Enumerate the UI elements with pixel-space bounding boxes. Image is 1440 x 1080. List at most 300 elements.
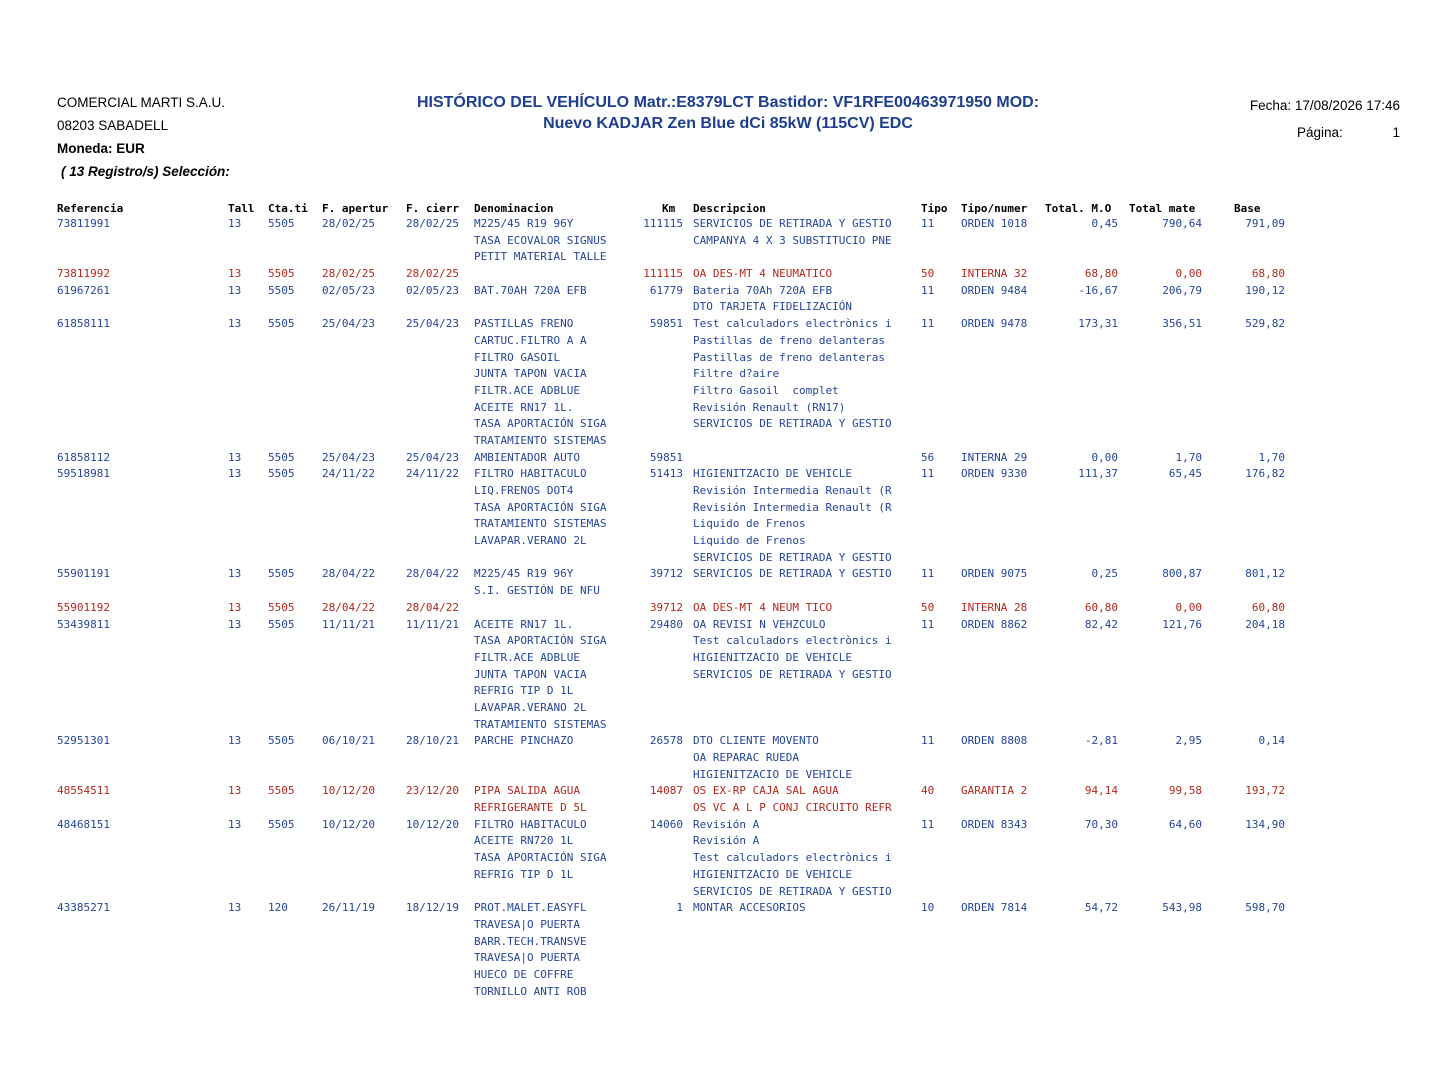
cell-cta: 5505 xyxy=(268,267,295,281)
cell-denominacion: S.I. GESTIÓN DE NFU xyxy=(474,584,600,598)
table-row-line xyxy=(0,366,1440,383)
cell-referencia: 61858111 xyxy=(57,317,110,331)
cell-descripcion: Revisión A xyxy=(693,834,760,848)
cell-total-mo: 0,00 xyxy=(1091,450,1118,464)
table-row-line xyxy=(0,683,1440,700)
cell-fecha-apertura: 10/12/20 xyxy=(322,817,375,831)
cell-tall: 13 xyxy=(228,617,242,631)
cell-denominacion: PETIT MATERIAL TALLE xyxy=(474,250,607,264)
cell-fecha-apertura: 25/04/23 xyxy=(322,317,375,331)
table-row-line xyxy=(0,650,1440,667)
cell-descripcion: SERVICIOS DE RETIRADA Y GESTIO xyxy=(693,667,892,681)
cell-tipo-numero: ORDEN 9330 xyxy=(961,467,1028,481)
cell-total-materiales: 800,87 xyxy=(1162,567,1202,581)
cell-fecha-cierre: 28/04/22 xyxy=(406,600,459,614)
cell-descripcion: CAMPANYA 4 X 3 SUBSTITUCIO PNE xyxy=(693,233,892,247)
cell-tipo-numero: ORDEN 8808 xyxy=(961,734,1028,748)
cell-base: 60,80 xyxy=(1251,600,1285,614)
cell-descripcion: OS VC A L P CONJ CIRCUITO REFR xyxy=(693,801,892,815)
cell-referencia: 48468151 xyxy=(57,817,110,831)
cell-total-mo: 94,14 xyxy=(1084,784,1118,798)
cell-referencia: 48554511 xyxy=(57,784,110,798)
cell-descripcion: Pastillas de freno delanteras xyxy=(693,333,886,347)
cell-total-mo: 70,30 xyxy=(1084,817,1118,831)
history-table xyxy=(0,202,1440,1000)
table-row-line xyxy=(0,249,1440,266)
table-row-line xyxy=(0,333,1440,350)
cell-tall: 13 xyxy=(228,734,242,748)
cell-tipo: 40 xyxy=(921,784,935,798)
cell-descripcion: HIGIENITZACIO DE VEHICLE xyxy=(693,650,852,664)
cell-descripcion: Revisión Renault (RN17) xyxy=(693,400,846,414)
cell-referencia: 52951301 xyxy=(57,734,110,748)
cell-tall: 13 xyxy=(228,901,242,915)
table-row xyxy=(0,283,1440,316)
cell-denominacion: FILTR.ACE ADBLUE xyxy=(474,383,580,397)
table-row xyxy=(0,216,1440,266)
cell-denominacion: REFRIGERANTE D 5L xyxy=(474,801,587,815)
cell-tipo: 11 xyxy=(921,734,935,748)
cell-denominacion: M225/45 R19 96Y xyxy=(474,567,574,581)
cell-km: 111115 xyxy=(643,217,683,230)
cell-cta: 5505 xyxy=(268,450,295,464)
table-row-line xyxy=(0,800,1440,817)
cell-km: 61779 xyxy=(649,283,683,297)
cell-tipo-numero: GARANTIA 2 xyxy=(961,784,1028,798)
cell-km: 39712 xyxy=(649,567,683,581)
cell-total-mo: 54,72 xyxy=(1084,901,1118,915)
cell-referencia: 61967261 xyxy=(57,283,110,297)
cell-denominacion: TRATAMIENTO SISTEMAS xyxy=(474,717,607,731)
table-row-line xyxy=(0,667,1440,684)
table-row-line xyxy=(0,466,1440,483)
cell-fecha-apertura: 28/02/25 xyxy=(322,217,375,230)
cell-cta: 5505 xyxy=(268,600,295,614)
cell-fecha-cierre: 28/04/22 xyxy=(406,567,459,581)
cell-tipo: 10 xyxy=(921,901,935,915)
cell-denominacion: TORNILLO ANTI ROB xyxy=(474,984,587,998)
cell-cta: 5505 xyxy=(268,617,295,631)
cell-tipo-numero: ORDEN 9478 xyxy=(961,317,1028,331)
cell-denominacion: M225/45 R19 96Y xyxy=(474,217,574,230)
report-date: Fecha: 17/08/2026 17:46 xyxy=(1249,98,1400,113)
cell-denominacion: CARTUC.FILTRO A A xyxy=(474,333,587,347)
cell-denominacion: FILTR.ACE ADBLUE xyxy=(474,650,580,664)
cell-total-materiales: 0,00 xyxy=(1175,600,1202,614)
date-block xyxy=(1180,92,1400,146)
cell-descripcion: OA REPARAC RUEDA xyxy=(693,751,799,764)
table-row-line xyxy=(0,216,1440,233)
table-row-line xyxy=(0,533,1440,550)
table-row-line xyxy=(0,350,1440,367)
cell-referencia: 53439811 xyxy=(57,617,110,631)
table-row-line xyxy=(0,483,1440,500)
table-row-line xyxy=(0,233,1440,250)
table-row-line xyxy=(0,833,1440,850)
cell-denominacion: TRAVESA|O PUERTA xyxy=(474,951,580,965)
cell-tipo: 56 xyxy=(921,450,935,464)
cell-total-materiales: 0,00 xyxy=(1175,267,1202,281)
cell-descripcion: DTO TARJETA FIDELIZACIÓN xyxy=(693,300,852,314)
cell-tipo: 11 xyxy=(921,317,935,331)
col-referencia: Referencia xyxy=(57,202,124,215)
cell-referencia: 59518981 xyxy=(57,467,110,481)
cell-tall: 13 xyxy=(228,217,242,230)
table-header xyxy=(0,202,1440,216)
company-block xyxy=(57,91,230,183)
col-tipo: Tipo xyxy=(921,202,948,215)
cell-fecha-cierre: 23/12/20 xyxy=(406,784,459,798)
cell-km: 51413 xyxy=(649,467,683,481)
cell-descripcion: Test calculadors electrònics i xyxy=(693,851,892,865)
selection-label: ( 13 Registro/s) Selección: xyxy=(61,164,230,179)
table-row-line xyxy=(0,850,1440,867)
cell-base: 204,18 xyxy=(1245,617,1285,631)
table-row-line xyxy=(0,633,1440,650)
table-row xyxy=(0,316,1440,450)
cell-denominacion: REFRIG TIP D 1L xyxy=(474,867,574,881)
currency-label: Moneda: EUR xyxy=(57,141,145,156)
cell-fecha-apertura: 10/12/20 xyxy=(322,784,375,798)
table-row xyxy=(0,900,1440,1000)
cell-base: 176,82 xyxy=(1245,467,1285,481)
cell-descripcion: Liquido de Frenos xyxy=(693,517,806,531)
col-fecha-cierre: F. cierr xyxy=(406,202,459,215)
cell-total-mo: 0,45 xyxy=(1091,217,1118,230)
col-fecha-apertura: F. apertur xyxy=(322,202,389,215)
cell-km: 14060 xyxy=(649,817,683,831)
col-total-materiales: Total mate xyxy=(1129,202,1196,215)
table-row-line xyxy=(0,934,1440,951)
cell-total-materiales: 206,79 xyxy=(1162,283,1202,297)
cell-descripcion: Test calculadors electrònics i xyxy=(693,634,892,648)
cell-denominacion: FILTRO HABITACULO xyxy=(474,817,587,831)
cell-descripcion: Bateria 70Ah 720A EFB xyxy=(693,283,833,297)
cell-total-mo: 0,25 xyxy=(1091,567,1118,581)
cell-base: 801,12 xyxy=(1245,567,1285,581)
cell-tipo: 11 xyxy=(921,217,935,230)
cell-total-materiales: 2,95 xyxy=(1175,734,1202,748)
cell-total-mo: -2,81 xyxy=(1084,734,1118,748)
cell-tipo-numero: INTERNA 32 xyxy=(961,267,1028,281)
cell-denominacion: PARCHE PINCHAZO xyxy=(474,734,574,748)
table-row-line xyxy=(0,433,1440,450)
cell-tipo: 50 xyxy=(921,600,935,614)
cell-fecha-cierre: 10/12/20 xyxy=(406,817,459,831)
table-row-line xyxy=(0,900,1440,917)
cell-fecha-cierre: 28/02/25 xyxy=(406,217,459,230)
cell-descripcion: HIGIENITZACIO DE VEHICLE xyxy=(693,467,852,481)
table-row-line xyxy=(0,566,1440,583)
cell-total-materiales: 543,98 xyxy=(1162,901,1202,915)
cell-total-materiales: 356,51 xyxy=(1162,317,1202,331)
cell-cta: 5505 xyxy=(268,283,295,297)
cell-fecha-apertura: 26/11/19 xyxy=(322,901,375,915)
cell-cta: 5505 xyxy=(268,567,295,581)
cell-referencia: 43385271 xyxy=(57,901,110,915)
cell-base: 190,12 xyxy=(1245,283,1285,297)
cell-fecha-apertura: 28/04/22 xyxy=(322,600,375,614)
table-row-line xyxy=(0,750,1440,767)
cell-denominacion: ACEITE RN720 1L xyxy=(474,834,574,848)
cell-fecha-apertura: 25/04/23 xyxy=(322,450,375,464)
cell-denominacion: TRAVESA|O PUERTA xyxy=(474,917,580,931)
cell-denominacion: AMBIENTADOR AUTO xyxy=(474,450,580,464)
cell-denominacion: PROT.MALET.EASYFL xyxy=(474,901,587,915)
table-row-line xyxy=(0,299,1440,316)
col-total-mo: Total. M.O xyxy=(1045,202,1112,215)
cell-denominacion: TRATAMIENTO SISTEMAS xyxy=(474,433,607,447)
cell-km: 59851 xyxy=(649,450,683,464)
report-title xyxy=(378,92,1078,134)
cell-tipo: 50 xyxy=(921,267,935,281)
table-row-line xyxy=(0,583,1440,600)
cell-tall: 13 xyxy=(228,784,242,798)
cell-tipo: 11 xyxy=(921,467,935,481)
cell-tipo: 11 xyxy=(921,283,935,297)
cell-total-materiales: 65,45 xyxy=(1168,467,1202,481)
cell-tall: 13 xyxy=(228,267,242,281)
cell-fecha-apertura: 24/11/22 xyxy=(322,467,375,481)
cell-denominacion: PASTILLAS FRENO xyxy=(474,317,574,331)
table-row-line xyxy=(0,767,1440,784)
cell-base: 134,90 xyxy=(1245,817,1285,831)
cell-descripcion: SERVICIOS DE RETIRADA Y GESTIO xyxy=(693,567,892,581)
cell-descripcion: Revisión A xyxy=(693,817,760,831)
cell-fecha-apertura: 02/05/23 xyxy=(322,283,375,297)
cell-descripcion: SERVICIOS DE RETIRADA Y GESTIO xyxy=(693,884,892,898)
col-denominacion: Denominacion xyxy=(474,202,554,215)
cell-cta: 5505 xyxy=(268,217,295,230)
cell-cta: 5505 xyxy=(268,467,295,481)
cell-tall: 13 xyxy=(228,600,242,614)
cell-denominacion: TRATAMIENTO SISTEMAS xyxy=(474,517,607,531)
table-row-line xyxy=(0,550,1440,567)
cell-fecha-cierre: 11/11/21 xyxy=(406,617,459,631)
cell-descripcion: SERVICIOS DE RETIRADA Y GESTIO xyxy=(693,550,892,564)
cell-denominacion: TASA ECOVALOR SIGNUS xyxy=(474,233,607,247)
cell-base: 529,82 xyxy=(1245,317,1285,331)
table-row-line xyxy=(0,783,1440,800)
cell-total-materiales: 1,70 xyxy=(1175,450,1202,464)
table-row-line xyxy=(0,283,1440,300)
cell-referencia: 73811991 xyxy=(57,217,110,230)
cell-tipo: 11 xyxy=(921,817,935,831)
table-row-line xyxy=(0,450,1440,467)
cell-denominacion: TASA APORTACIÓN SIGA xyxy=(474,634,607,648)
table-row-line xyxy=(0,717,1440,734)
table-row-line xyxy=(0,600,1440,617)
cell-base: 0,14 xyxy=(1258,734,1285,748)
cell-descripcion: OA DES-MT 4 NEUMATICO xyxy=(693,267,833,281)
table-row-line xyxy=(0,917,1440,934)
table-row xyxy=(0,733,1440,783)
cell-tipo-numero: INTERNA 28 xyxy=(961,600,1028,614)
cell-descripcion: HIGIENITZACIO DE VEHICLE xyxy=(693,867,852,881)
cell-tipo-numero: ORDEN 9075 xyxy=(961,567,1028,581)
cell-total-mo: 68,80 xyxy=(1084,267,1118,281)
cell-tipo-numero: ORDEN 9484 xyxy=(961,283,1028,297)
cell-denominacion: TASA APORTACIÓN SIGA xyxy=(474,851,607,865)
records-body xyxy=(0,216,1440,1000)
cell-denominacion: PIPA SALIDA AGUA xyxy=(474,784,580,798)
table-row-line xyxy=(0,733,1440,750)
table-row-line xyxy=(0,383,1440,400)
cell-base: 598,70 xyxy=(1245,901,1285,915)
cell-fecha-cierre: 25/04/23 xyxy=(406,317,459,331)
cell-fecha-apertura: 06/10/21 xyxy=(322,734,375,748)
cell-denominacion: ACEITE RN17 1L. xyxy=(474,400,574,414)
page-label: Página: xyxy=(1297,125,1343,140)
cell-base: 193,72 xyxy=(1245,784,1285,798)
table-row-line xyxy=(0,400,1440,417)
cell-cta: 5505 xyxy=(268,784,295,798)
cell-km: 1 xyxy=(676,901,683,915)
table-row xyxy=(0,266,1440,283)
cell-denominacion: TASA APORTACIÓN SIGA xyxy=(474,417,607,431)
report-title-line1: HISTÓRICO DEL VEHÍCULO Matr.:E8379LCT Bastidor: VF1RFE00463971950 MOD: xyxy=(416,94,1040,111)
cell-referencia: 61858112 xyxy=(57,450,110,464)
cell-denominacion: TASA APORTACIÓN SIGA xyxy=(474,500,607,514)
cell-descripcion: OS EX-RP CAJA SAL AGUA xyxy=(693,784,839,798)
cell-denominacion: LAVAPAR.VERANO 2L xyxy=(474,534,587,548)
cell-tall: 13 xyxy=(228,317,242,331)
company-name: COMERCIAL MARTI S.A.U. xyxy=(57,95,226,110)
cell-denominacion: FILTRO GASOIL xyxy=(474,350,561,364)
cell-total-mo: 60,80 xyxy=(1084,600,1118,614)
cell-cta: 5505 xyxy=(268,817,295,831)
cell-descripcion: HIGIENITZACIO DE VEHICLE xyxy=(693,767,852,781)
table-row-line xyxy=(0,500,1440,517)
cell-fecha-apertura: 28/02/25 xyxy=(322,267,375,281)
cell-fecha-cierre: 24/11/22 xyxy=(406,467,459,481)
cell-descripcion: DTO CLIENTE MOVENTO xyxy=(693,734,819,748)
cell-denominacion: LAVAPAR.VERANO 2L xyxy=(474,700,587,714)
cell-fecha-apertura: 28/04/22 xyxy=(322,567,375,581)
cell-tipo-numero: ORDEN 8343 xyxy=(961,817,1028,831)
cell-fecha-cierre: 25/04/23 xyxy=(406,450,459,464)
cell-fecha-apertura: 11/11/21 xyxy=(322,617,375,631)
cell-total-materiales: 99,58 xyxy=(1168,784,1202,798)
cell-denominacion: JUNTA TAPON VACIA xyxy=(474,367,587,381)
cell-descripcion: SERVICIOS DE RETIRADA Y GESTIO xyxy=(693,417,892,431)
col-descripcion: Descripcion xyxy=(693,202,766,215)
table-row xyxy=(0,466,1440,566)
cell-total-mo: 173,31 xyxy=(1078,317,1118,331)
cell-tipo-numero: ORDEN 1018 xyxy=(961,217,1028,230)
company-city: 08203 SABADELL xyxy=(57,118,169,133)
table-row xyxy=(0,617,1440,734)
cell-cta: 5505 xyxy=(268,734,295,748)
cell-descripcion: Pastillas de freno delanteras xyxy=(693,350,886,364)
cell-km: 59851 xyxy=(649,317,683,331)
cell-descripcion: Filtro Gasoil complet xyxy=(693,383,839,397)
table-row xyxy=(0,600,1440,617)
cell-denominacion: LIQ.FRENOS DOT4 xyxy=(474,484,574,497)
cell-denominacion: BARR.TECH.TRANSVE xyxy=(474,934,587,948)
cell-tall: 13 xyxy=(228,283,242,297)
cell-descripcion: Revisión Intermedia Renault (R xyxy=(693,500,892,514)
cell-total-mo: -16,67 xyxy=(1078,283,1118,297)
cell-fecha-cierre: 18/12/19 xyxy=(406,901,459,915)
page-value: 1 xyxy=(1392,125,1400,140)
cell-denominacion: HUECO DE COFFRE xyxy=(474,967,574,981)
cell-km: 29480 xyxy=(649,617,683,631)
cell-tipo: 11 xyxy=(921,567,935,581)
table-row-line xyxy=(0,967,1440,984)
cell-referencia: 55901192 xyxy=(57,600,110,614)
cell-descripcion: Test calculadors electrònics i xyxy=(693,317,892,331)
cell-base: 1,70 xyxy=(1258,450,1285,464)
col-cta: Cta.ti xyxy=(268,202,308,215)
cell-cta: 120 xyxy=(268,901,288,915)
report-title-line2: Nuevo KADJAR Zen Blue dCi 85kW (115CV) EDC xyxy=(543,115,913,132)
cell-total-mo: 82,42 xyxy=(1084,617,1118,631)
cell-descripcion: Liquido de Frenos xyxy=(693,534,806,548)
table-row-line xyxy=(0,416,1440,433)
cell-fecha-cierre: 02/05/23 xyxy=(406,283,459,297)
cell-km: 26578 xyxy=(649,734,683,748)
cell-fecha-cierre: 28/02/25 xyxy=(406,267,459,281)
cell-fecha-cierre: 28/10/21 xyxy=(406,734,459,748)
table-row-line xyxy=(0,617,1440,634)
table-row-line xyxy=(0,884,1440,901)
cell-tipo-numero: ORDEN 7814 xyxy=(961,901,1028,915)
cell-tall: 13 xyxy=(228,450,242,464)
cell-cta: 5505 xyxy=(268,317,295,331)
cell-descripcion: MONTAR ACCESORIOS xyxy=(693,901,806,915)
table-row-line xyxy=(0,316,1440,333)
cell-tipo-numero: ORDEN 8862 xyxy=(961,617,1028,631)
table-row xyxy=(0,783,1440,816)
cell-descripcion: SERVICIOS DE RETIRADA Y GESTIO xyxy=(693,217,892,230)
cell-total-materiales: 121,76 xyxy=(1162,617,1202,631)
col-tipo-numero: Tipo/numer xyxy=(961,202,1028,215)
cell-descripcion: Filtre d?aire xyxy=(693,367,780,381)
cell-denominacion: ACEITE RN17 1L. xyxy=(474,617,574,631)
cell-total-mo: 111,37 xyxy=(1078,467,1118,481)
cell-km: 111115 xyxy=(643,267,683,281)
cell-descripcion: OA DES-MT 4 NEUM TICO xyxy=(693,600,833,614)
cell-tipo: 11 xyxy=(921,617,935,631)
cell-tall: 13 xyxy=(228,467,242,481)
cell-descripcion: Revisión Intermedia Renault (R xyxy=(693,484,892,497)
table-row-line xyxy=(0,984,1440,1001)
cell-tall: 13 xyxy=(228,817,242,831)
page-number xyxy=(1180,119,1400,146)
table-row-line xyxy=(0,266,1440,283)
table-row-line xyxy=(0,516,1440,533)
cell-tall: 13 xyxy=(228,567,242,581)
col-tall: Tall xyxy=(228,202,255,215)
table-row-line xyxy=(0,867,1440,884)
cell-referencia: 73811992 xyxy=(57,267,110,281)
table-row-line xyxy=(0,700,1440,717)
cell-base: 791,09 xyxy=(1245,217,1285,230)
cell-descripcion: OA REVISI N VEHZCULO xyxy=(693,617,826,631)
cell-denominacion: REFRIG TIP D 1L xyxy=(474,684,574,698)
cell-base: 68,80 xyxy=(1251,267,1285,281)
table-row-line xyxy=(0,950,1440,967)
col-km: Km xyxy=(662,202,676,215)
cell-km: 14087 xyxy=(649,784,683,798)
cell-tipo-numero: INTERNA 29 xyxy=(961,450,1028,464)
table-row xyxy=(0,450,1440,467)
table-row xyxy=(0,566,1440,599)
cell-total-materiales: 790,64 xyxy=(1162,217,1202,230)
cell-referencia: 55901191 xyxy=(57,567,110,581)
cell-km: 39712 xyxy=(649,600,683,614)
